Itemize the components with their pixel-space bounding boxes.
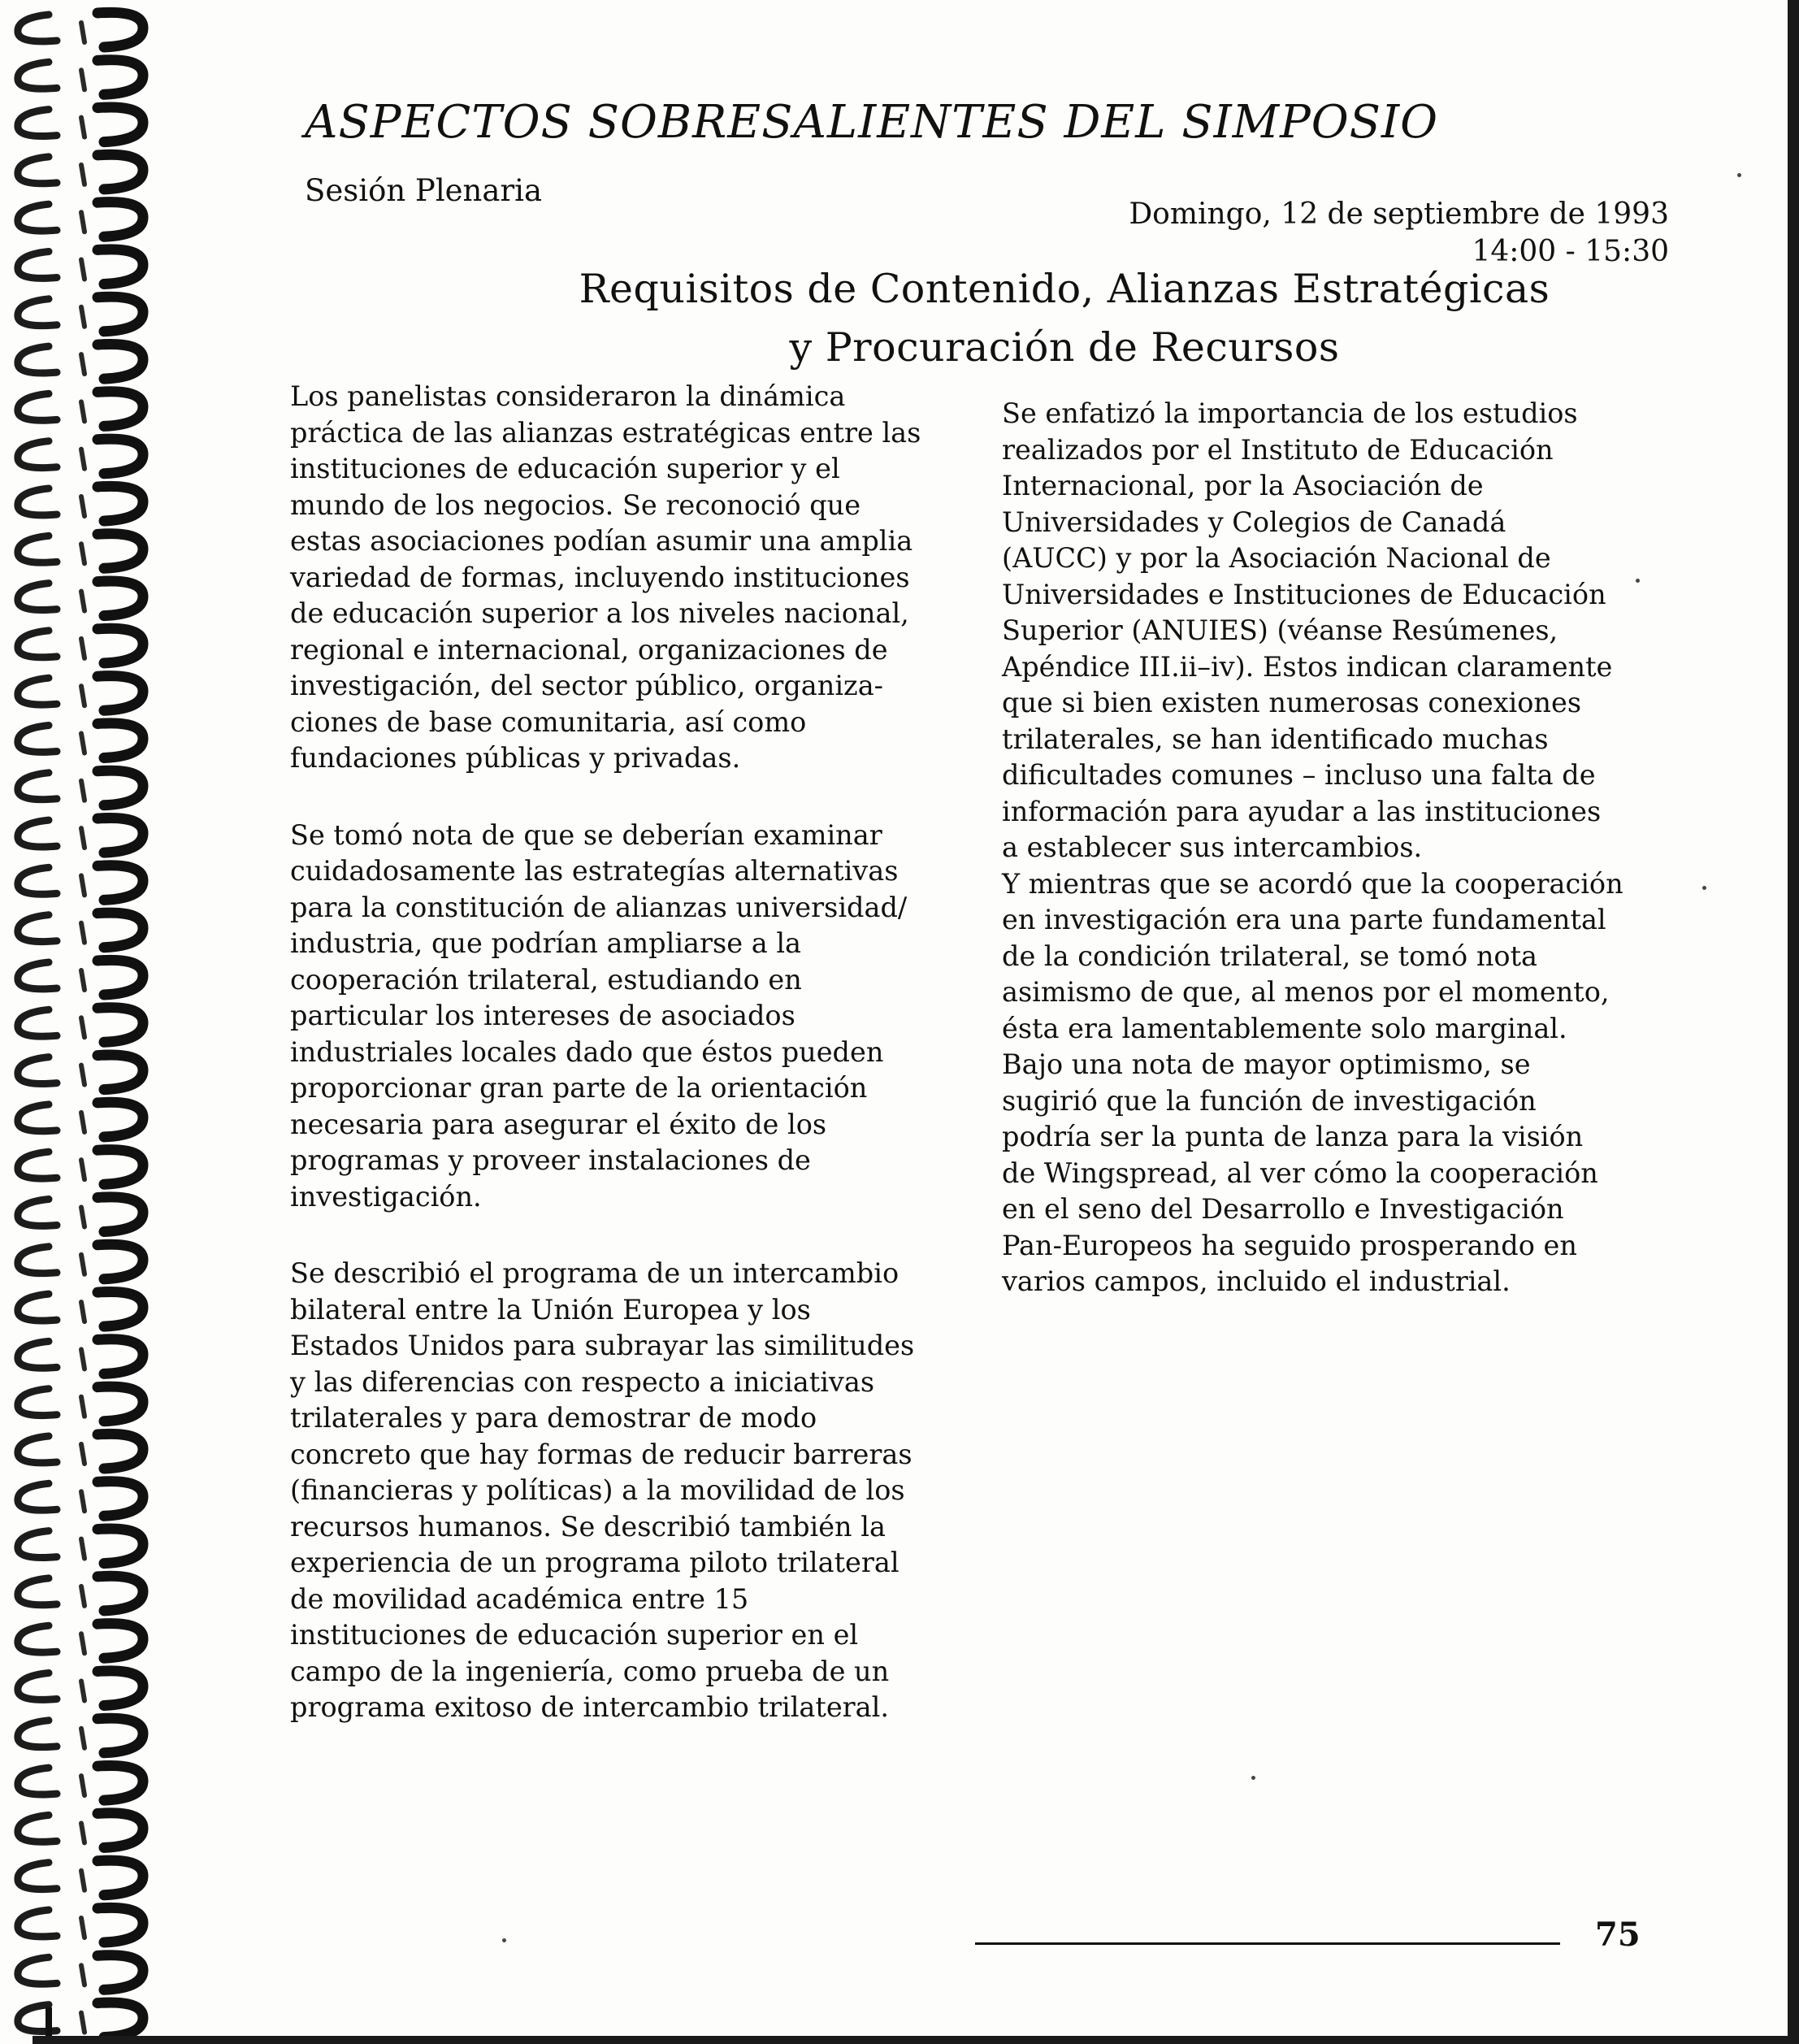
binding-coil bbox=[18, 1718, 143, 1753]
binding-coil bbox=[18, 581, 143, 616]
left-column bbox=[290, 379, 956, 1726]
binding-coil bbox=[18, 628, 143, 663]
binding-coil bbox=[18, 12, 143, 47]
text-line: que si bien existen numerosas conexiones bbox=[1002, 687, 1582, 718]
binding-coil bbox=[18, 439, 143, 474]
binding-coil bbox=[18, 913, 143, 948]
text-line: programas y proveer instalaciones de bbox=[290, 1144, 811, 1176]
binding-coil bbox=[18, 866, 143, 900]
binding-coil bbox=[18, 297, 143, 332]
text-line: Pan-Europeos ha seguido prosperando en bbox=[1002, 1229, 1577, 1261]
text-line: ésta era lamentablemente solo marginal. bbox=[1002, 1012, 1567, 1044]
text-line: asimismo de que, al menos por el momento, bbox=[1002, 976, 1610, 1008]
session-date: Domingo, 12 de septiembre de 1993 bbox=[1129, 197, 1669, 231]
text-line: podría ser la punta de lanza para la visión bbox=[1002, 1121, 1584, 1152]
binding-coil bbox=[18, 1671, 143, 1706]
binding-coil bbox=[18, 1102, 143, 1137]
spiral-binding bbox=[0, 0, 163, 2044]
page-edge-right bbox=[1788, 0, 1799, 2044]
text-line: fundaciones públicas y privadas. bbox=[290, 742, 741, 774]
text-line: dificultades comunes – incluso una falta de bbox=[1002, 759, 1596, 791]
text-line: para la constitución de alianzas universidad/ bbox=[290, 891, 908, 923]
binding-coil bbox=[18, 1150, 143, 1185]
text-line: investigación. bbox=[290, 1180, 482, 1213]
text-line: estas asociaciones podían asumir una amplia bbox=[290, 525, 913, 557]
text-line: investigación, del sector público, organiza- bbox=[290, 670, 883, 701]
text-line: ciones de base comunitaria, así como bbox=[290, 705, 807, 738]
text-line: varios campos, incluido el industrial. bbox=[1002, 1265, 1511, 1297]
binding-coil bbox=[18, 1291, 143, 1326]
scan-speck bbox=[1702, 886, 1706, 890]
text-line: instituciones de educación superior en el bbox=[290, 1619, 859, 1651]
binding-coil bbox=[18, 723, 143, 758]
binding-coil bbox=[18, 1860, 143, 1895]
text-line: Superior (ANUIES) (véanse Resúmenes, bbox=[1002, 614, 1558, 646]
text-line: industriales locales dado que éstos pueden bbox=[290, 1035, 884, 1068]
text-line: cooperación trilateral, estudiando en bbox=[290, 963, 802, 996]
binding-coil bbox=[18, 1008, 143, 1043]
binding-coil bbox=[18, 770, 143, 805]
binding-coil bbox=[18, 1244, 143, 1279]
footer-rule bbox=[975, 1942, 1560, 1945]
text-line: a establecer sus intercambios. bbox=[1002, 831, 1423, 863]
main-title bbox=[455, 260, 1674, 377]
text-line: regional e internacional, organizaciones de bbox=[290, 633, 888, 666]
binding-coil bbox=[18, 534, 143, 569]
text-line: experiencia de un programa piloto trilateral bbox=[290, 1547, 900, 1578]
binding-coil bbox=[18, 1387, 143, 1421]
main-title-line-1: Requisitos de Contenido, Alianzas Estratégicas bbox=[579, 266, 1550, 312]
text-line: de Wingspread, al ver cómo la cooperación bbox=[1002, 1157, 1598, 1189]
session-time: 14:00 - 15:30 bbox=[1472, 235, 1669, 268]
text-line: y las diferencias con respecto a iniciativas bbox=[290, 1365, 875, 1398]
text-line: Universidades y Colegios de Canadá bbox=[1002, 506, 1506, 538]
right-column bbox=[1002, 396, 1676, 1300]
binding-coil bbox=[18, 392, 143, 427]
text-line: (AUCC) y por la Asociación Nacional de bbox=[1002, 542, 1551, 574]
binding-coil bbox=[18, 676, 143, 711]
text-line: cuidadosamente las estrategías alternativas bbox=[290, 855, 899, 887]
text-line: en investigación era una parte fundamental bbox=[1002, 904, 1606, 935]
text-line: Y mientras que se acordó que la cooperación bbox=[1002, 867, 1623, 900]
binding-coil bbox=[18, 154, 143, 189]
binding-coil bbox=[18, 60, 143, 95]
section-title: ASPECTOS SOBRESALIENTES DEL SIMPOSIO bbox=[305, 96, 1439, 149]
text-line: Los panelistas consideraron la dinámica bbox=[290, 380, 846, 412]
text-line: en el seno del Desarrollo e Investigación bbox=[1002, 1193, 1564, 1225]
main-title-line-2: y Procuración de Recursos bbox=[789, 324, 1340, 371]
text-line: bilateral entre la Unión Europea y los bbox=[290, 1293, 811, 1326]
text-line: Apéndice III.ii–iv). Estos indican claramente bbox=[1002, 650, 1613, 683]
text-line: Universidades e Instituciones de Educación bbox=[1002, 578, 1606, 610]
binding-coil bbox=[18, 107, 143, 142]
text-line: necesaria para asegurar el éxito de los bbox=[290, 1108, 827, 1140]
paragraph-gap bbox=[290, 777, 956, 818]
text-line: campo de la ingeniería, como prueba de un bbox=[290, 1655, 890, 1687]
binding-coil bbox=[18, 1955, 143, 1990]
text-line: trilaterales y para demostrar de modo bbox=[290, 1402, 817, 1434]
text-line: industria, que podrían ampliarse a la bbox=[290, 927, 802, 959]
binding-coil bbox=[18, 1907, 143, 1942]
binding-coil bbox=[18, 1576, 143, 1611]
text-line: variedad de formas, incluyendo instituciones bbox=[290, 561, 910, 593]
text-line: Estados Unidos para subrayar las similitudes bbox=[290, 1330, 915, 1361]
binding-coil bbox=[18, 1482, 143, 1517]
text-line: Se enfatizó la importancia de los estudios bbox=[1002, 397, 1578, 429]
scan-speck bbox=[1251, 1776, 1255, 1780]
binding-coil bbox=[18, 344, 143, 379]
text-line: Se describió el programa de un intercambio bbox=[290, 1257, 900, 1289]
binding-coil bbox=[18, 1055, 143, 1090]
text-line: mundo de los negocios. Se reconoció que bbox=[290, 488, 861, 521]
text-line: programa exitoso de intercambio trilateral. bbox=[290, 1691, 890, 1723]
session-label: Sesión Plenaria bbox=[305, 173, 543, 208]
scan-speck bbox=[1636, 579, 1640, 583]
binding-coil bbox=[18, 202, 143, 237]
text-line: (financieras y políticas) a la movilidad de los bbox=[290, 1474, 905, 1506]
paragraph-1 bbox=[290, 379, 956, 777]
binding-coil bbox=[18, 1339, 143, 1374]
binding-coil bbox=[18, 486, 143, 521]
text-line: realizados por el Instituto de Educación bbox=[1002, 433, 1554, 466]
text-line: recursos humanos. Se describió también la bbox=[290, 1510, 886, 1543]
text-line: información para ayudar a las instituciones bbox=[1002, 795, 1602, 827]
binding-coil bbox=[18, 1813, 143, 1848]
binding-coil bbox=[18, 250, 143, 284]
text-line: de educación superior a los niveles nacional, bbox=[290, 597, 909, 629]
text-line: particular los intereses de asociados bbox=[290, 1000, 795, 1031]
binding-coil bbox=[18, 1765, 143, 1800]
text-line: proporcionar gran parte de la orientación bbox=[290, 1072, 868, 1104]
text-line: práctica de las alianzas estratégicas entre las bbox=[290, 416, 921, 449]
text-line: de la condición trilateral, se tomó nota bbox=[1002, 940, 1538, 972]
text-line: concreto que hay formas de reducir barreras bbox=[290, 1438, 913, 1470]
text-line: sugirió que la función de investigación bbox=[1002, 1084, 1537, 1117]
binding-coil bbox=[18, 960, 143, 995]
scan-speck bbox=[502, 1938, 506, 1942]
page-number: 75 bbox=[1595, 1916, 1641, 1954]
paragraph-2 bbox=[290, 818, 956, 1216]
text-line: Se tomó nota de que se deberían examinar bbox=[290, 818, 882, 851]
binding-coil bbox=[18, 1529, 143, 1564]
scan-speck bbox=[1737, 173, 1741, 177]
paragraph-3 bbox=[290, 1256, 956, 1726]
binding-coil bbox=[18, 1434, 143, 1469]
text-line: Bajo una nota de mayor optimismo, se bbox=[1002, 1048, 1531, 1080]
text-line: instituciones de educación superior y el bbox=[290, 453, 840, 484]
paragraph-gap bbox=[290, 1215, 956, 1256]
binding-coil bbox=[18, 1197, 143, 1232]
text-line: trilaterales, se han identificado muchas bbox=[1002, 723, 1549, 755]
text-line: de movilidad académica entre 15 bbox=[290, 1582, 749, 1615]
text-line: Internacional, por la Asociación de bbox=[1002, 470, 1484, 501]
binding-coil bbox=[18, 818, 143, 853]
page-edge-bottom bbox=[33, 2036, 1799, 2044]
binding-coil bbox=[18, 2003, 143, 2037]
binding-coil bbox=[18, 1624, 143, 1659]
